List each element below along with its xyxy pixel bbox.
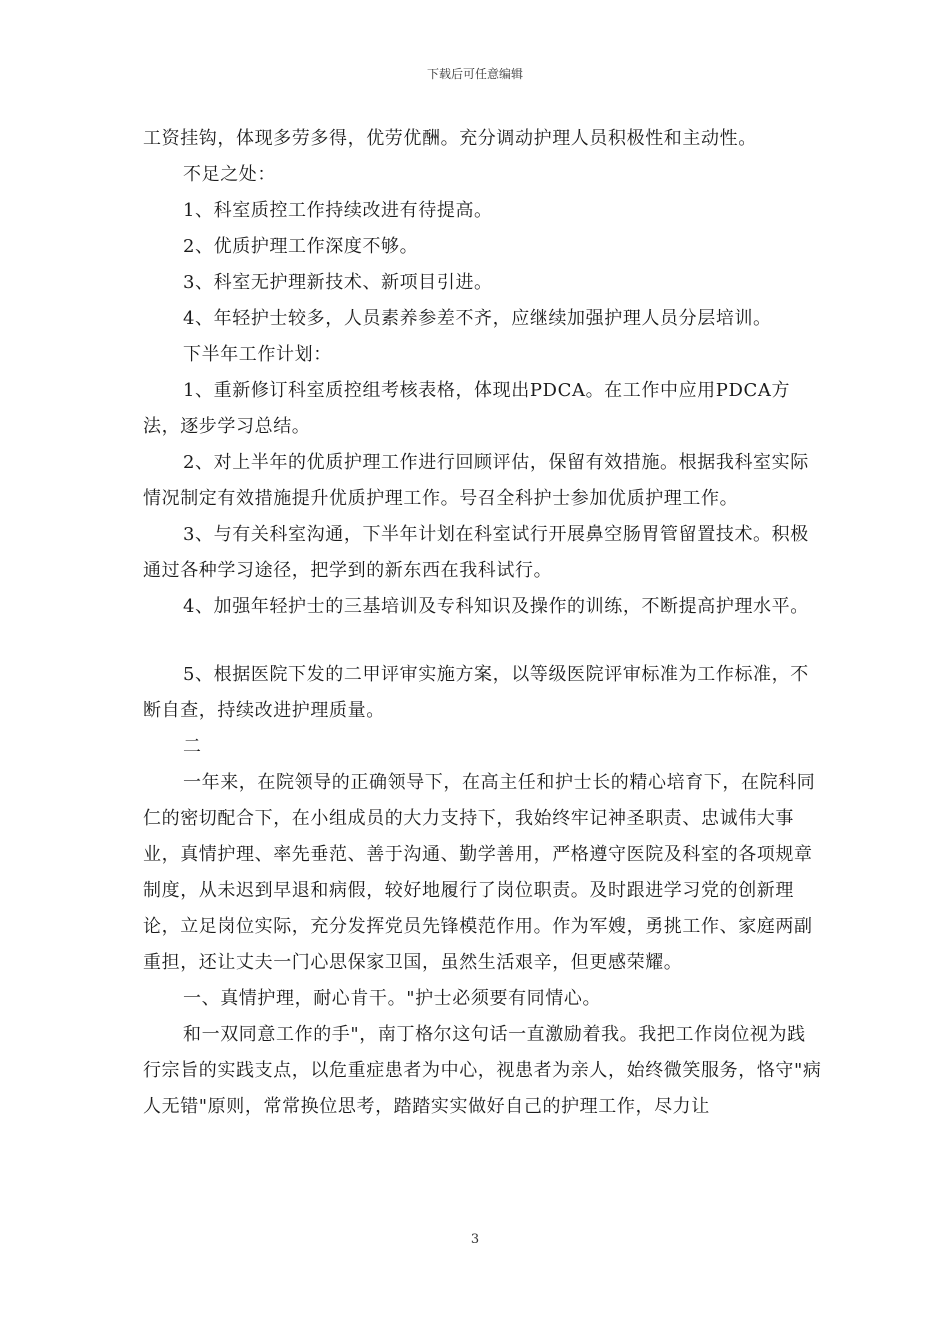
list-item: 2、对上半年的优质护理工作进行回顾评估，保留有效措施。根据我科室实际情况制定有效措施提升优质护理工作。号召全科护士参加优质护理工作。: [143, 452, 809, 509]
paragraph: 和一双同意工作的手"，南丁格尔这句话一直激励着我。我把工作岗位视为践行宗旨的实践支点，以危重症患者为中心，视患者为亲人，始终微笑服务，恪守"病人无错"原则，常常换位思考，踏踏实实做好自己的护理工作，尽力让: [143, 1024, 822, 1117]
list-item: 1、科室质控工作持续改进有待提高。: [183, 200, 493, 221]
list-item: 5、根据医院下发的二甲评审实施方案，以等级医院评审标准为工作标准，不断自查，持续改进护理质量。: [143, 664, 809, 721]
list-item: 3、与有关科室沟通，下半年计划在科室试行开展鼻空肠胃管留置技术。积极通过各种学习途径，把学到的新东西在我科试行。: [143, 524, 809, 581]
section-heading: 一、真情护理，耐心肯干。"护士必须要有同情心。: [183, 988, 602, 1009]
paragraph-gap: [143, 625, 823, 657]
list-item: 1、重新修订科室质控组考核表格，体现出PDCA。在工作中应用PDCA方法，逐步学习总结。: [143, 380, 791, 437]
section-number: 二: [183, 736, 202, 757]
section-heading: 不足之处：: [183, 164, 276, 185]
page-header: 下载后可任意编辑: [426, 67, 523, 81]
section-heading: 下半年工作计划：: [183, 344, 332, 365]
list-item: 2、优质护理工作深度不够。: [183, 236, 419, 257]
list-item: 4、加强年轻护士的三基培训及专科知识及操作的训练，不断提高护理水平。: [183, 596, 809, 617]
list-item: 4、年轻护士较多，人员素养参差不齐，应继续加强护理人员分层培训。: [183, 308, 772, 329]
document-body: [143, 121, 823, 1125]
paragraph: 一年来，在院领导的正确领导下，在高主任和护士长的精心培育下，在院科同仁的密切配合下，在小组成员的大力支持下，我始终牢记神圣职责、忠诚伟大事业，真情护理、率先垂范、善于沟通、勤学善用，严格遵守医院及科室的各项规章制度，从未迟到早退和病假，较好地履行了岗位职责。及时跟进学习党的创新理论，立足岗位实际，充分发挥党员先锋模范作用。作为军嫂，勇挑工作、家庭两副重担，还让丈夫一门心思保家卫国，虽然生活艰辛，但更感荣耀。: [143, 772, 816, 973]
list-item: 3、科室无护理新技术、新项目引进。: [183, 272, 493, 293]
page-number: 3: [470, 1232, 480, 1247]
paragraph: 工资挂钩，体现多劳多得，优劳优酬。充分调动护理人员积极性和主动性。: [143, 128, 757, 149]
